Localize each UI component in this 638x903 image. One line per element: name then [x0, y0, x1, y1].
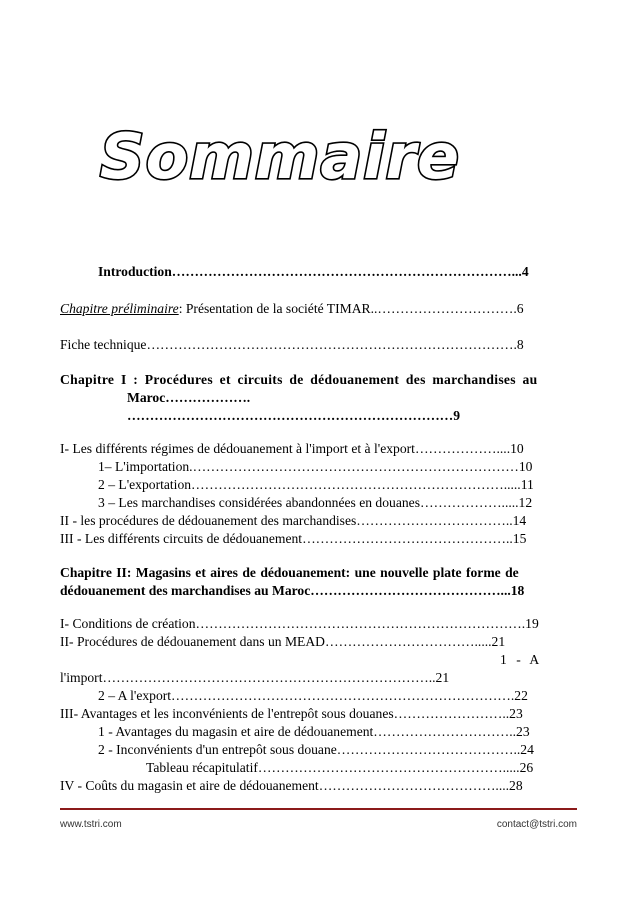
toc-chapitre-1: Chapitre I : Procédures et circuits de dédouanement des marchandises au [60, 372, 538, 387]
toc-chapitre-preliminaire [60, 300, 524, 318]
toc-introduction: Introduction…………………………………………………………………...4 [98, 264, 529, 279]
toc-i-regimes: I- Les différents régimes de dédouanement à l'import et à l'export………………....10 [60, 441, 524, 456]
toc-chapitre-1-page: ………………………………………………………………9 [127, 408, 461, 423]
page-title [99, 116, 461, 196]
footer-website: www.tstri.com [60, 819, 122, 830]
toc-c2-couts: IV - Coûts du magasin et aire de dédouanement…………………………………....28 [60, 778, 523, 793]
footer-divider [60, 808, 577, 810]
toc-ii-procedures: II - les procédures de dédouanement des marchandises……………………………..14 [60, 513, 527, 528]
toc-i-exportation: 2 – L'exportation…………………………………………………………….....11 [98, 477, 534, 492]
toc-chapitre-1-cont: Maroc………………. [127, 390, 251, 405]
toc-c2-a-export: 2 – A l'export………………………………………………………………….22 [98, 688, 528, 703]
toc-chapitre-preliminaire-label: Chapitre préliminaire [60, 301, 179, 316]
toc-i-importation: 1– L'importation.………………………………………………………………10 [98, 459, 533, 474]
toc-c2-procedures-mead: II- Procédures de dédouanement dans un MEAD…………………………….....21 [60, 634, 506, 649]
toc-c2-avantages: 1 - Avantages du magasin et aire de dédouanement…………………………..23 [98, 724, 530, 739]
toc-c2-inconvenients: 2 - Inconvénients d'un entrepôt sous douane…………………………………..24 [98, 742, 534, 757]
toc-c2-tableau: Tableau récapitulatif……………………………………………….....26 [146, 760, 534, 775]
toc-c2-avantages-inconvenients: III- Avantages et les inconvénients de l'entrepôt sous douanes……………………..23 [60, 706, 523, 721]
toc-chapitre-2: Chapitre II: Magasins et aires de dédouanement: une nouvelle plate forme de [60, 565, 519, 580]
footer-contact: contact@tstri.com [496, 819, 577, 830]
toc-c2-a-import-number: 1 - A [500, 652, 540, 667]
toc-c2-a-import: l'import………………………………………………………………..21 [60, 670, 450, 685]
title-text: Sommaire [99, 120, 461, 193]
toc-chapitre-2-cont: dédouanement des marchandises au Maroc……………………………………...18 [60, 583, 525, 598]
toc-c2-conditions: I- Conditions de création……………………………………………………………….19 [60, 616, 539, 631]
toc-fiche-technique: Fiche technique……………………………………………………………………….8 [60, 337, 524, 352]
toc-chapitre-preliminaire-text: : Présentation de la société TIMAR..………………………….6 [178, 301, 524, 316]
toc-i-abandonnees: 3 – Les marchandises considérées abandonnées en douanes……………….....12 [98, 495, 533, 510]
toc-iii-circuits: III - Les différents circuits de dédouanement………………………………………..15 [60, 531, 527, 546]
